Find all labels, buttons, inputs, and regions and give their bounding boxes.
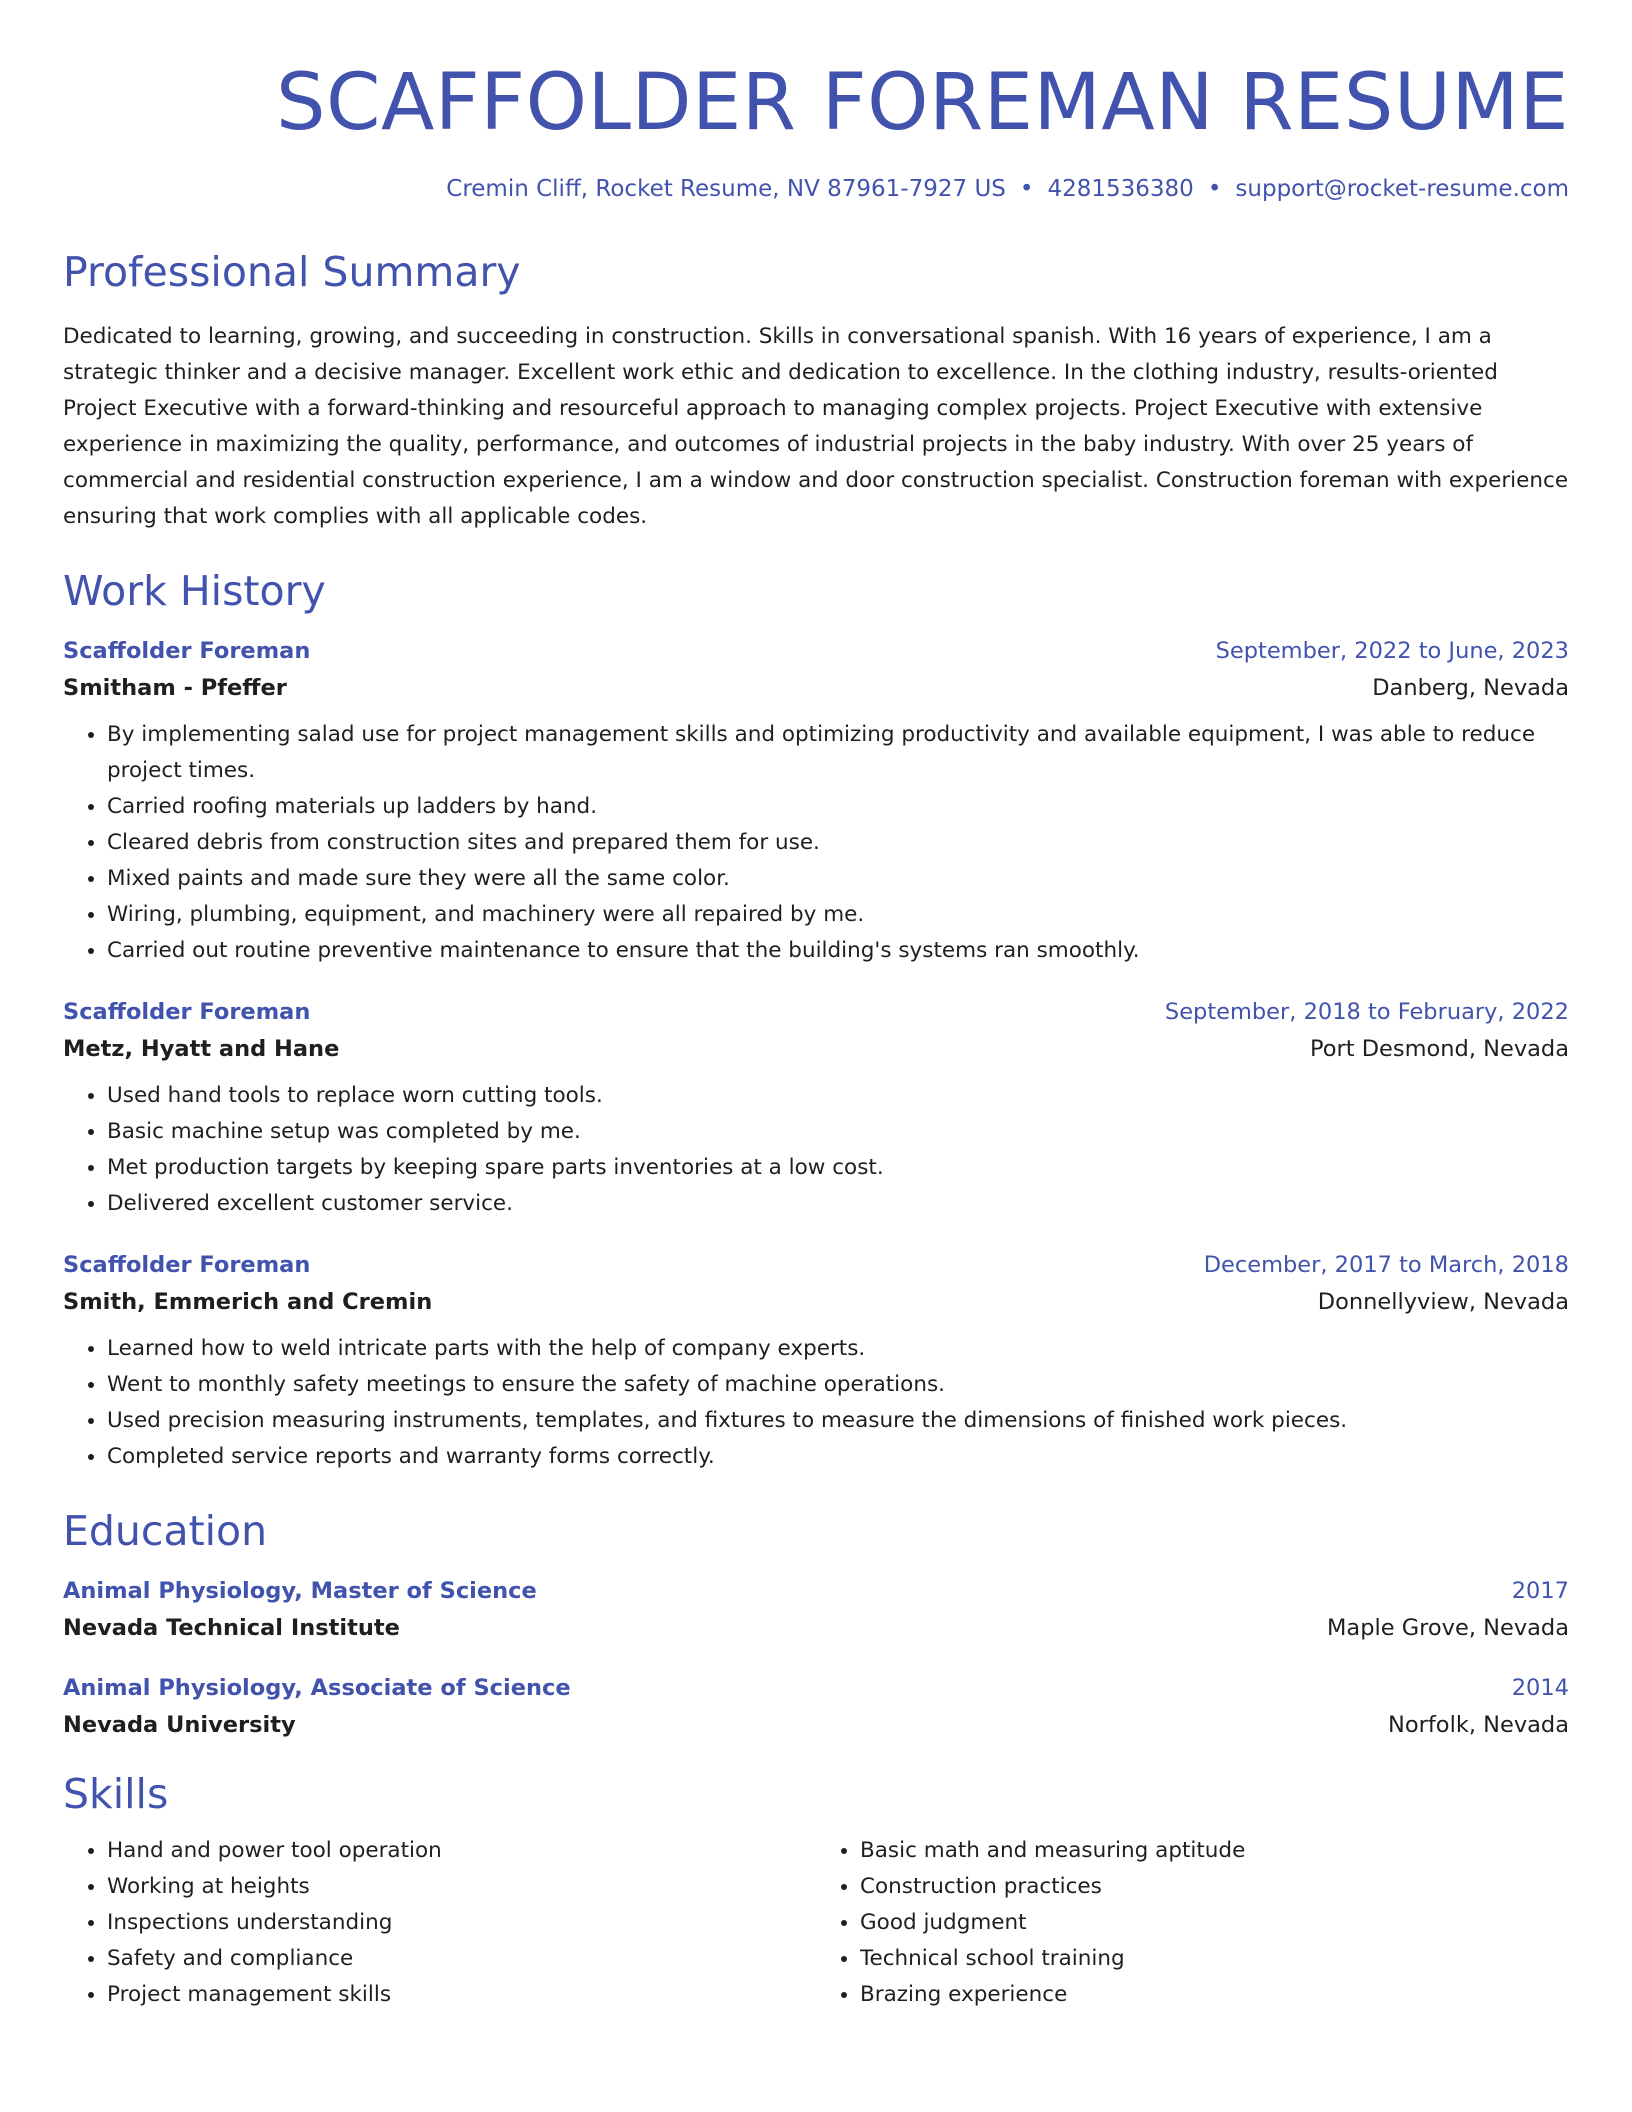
- skill-item: • Good judgment: [860, 1905, 1569, 1941]
- job-bullet: • Met production targets by keeping spare parts inventories at a low cost.: [107, 1150, 1569, 1186]
- job-bullet: • Completed service reports and warranty forms correctly.: [107, 1439, 1569, 1475]
- education-school: Nevada University: [63, 1712, 296, 1738]
- job-dates: September, 2022 to June, 2023: [1215, 638, 1569, 664]
- work-history-heading: Work History: [63, 567, 326, 615]
- education-year: 2014: [1511, 1675, 1569, 1701]
- skills-grid: [63, 1833, 1569, 2013]
- education-entry: [63, 1578, 1569, 1641]
- job-bullet: • Learned how to weld intricate parts with the help of company experts.: [107, 1331, 1569, 1367]
- job-location: Danberg, Nevada: [1372, 675, 1569, 701]
- job-bullets: [63, 1331, 1569, 1475]
- skill-item: • Safety and compliance: [107, 1941, 816, 1977]
- job-bullet: • Wiring, plumbing, equipment, and machinery were all repaired by me.: [107, 897, 1569, 933]
- job-bullet: • By implementing salad use for project management skills and optimizing productivity and available equipment, I was able to reduce project times.: [107, 717, 1569, 789]
- education-location: Norfolk, Nevada: [1388, 1712, 1569, 1738]
- job-bullet: • Mixed paints and made sure they were all the same color.: [107, 861, 1569, 897]
- job-dates: December, 2017 to March, 2018: [1203, 1252, 1569, 1278]
- job-bullet: • Used precision measuring instruments, templates, and fixtures to measure the dimensions of finished work pieces.: [107, 1403, 1569, 1439]
- job-role: Scaffolder Foreman: [63, 999, 311, 1025]
- skill-item: • Project management skills: [107, 1977, 816, 2013]
- job-bullet: • Carried out routine preventive maintenance to ensure that the building's systems ran smoothly.: [107, 933, 1569, 969]
- job-dates: September, 2018 to February, 2022: [1164, 999, 1569, 1025]
- contact-separator: •: [1019, 176, 1034, 202]
- skill-item: • Brazing experience: [860, 1977, 1569, 2013]
- education-school: Nevada Technical Institute: [63, 1615, 400, 1641]
- job-bullet: • Used hand tools to replace worn cutting tools.: [107, 1078, 1569, 1114]
- job-entry: [63, 638, 1569, 969]
- skills-list-left: [63, 1833, 816, 2013]
- summary-heading: Professional Summary: [63, 248, 521, 296]
- job-bullet: • Delivered excellent customer service.: [107, 1186, 1569, 1222]
- skills-list-right: [816, 1833, 1569, 2013]
- job-bullet: • Cleared debris from construction sites and prepared them for use.: [107, 825, 1569, 861]
- skill-item: • Inspections understanding: [107, 1905, 816, 1941]
- job-entry: [63, 1252, 1569, 1475]
- contact-address: Cremin Cliff, Rocket Resume, NV 87961-7927 US: [446, 176, 1006, 202]
- education-degree: Animal Physiology, Master of Science: [63, 1578, 537, 1604]
- job-bullet: • Basic machine setup was completed by me.: [107, 1114, 1569, 1150]
- skill-item: • Construction practices: [860, 1869, 1569, 1905]
- job-location: Donnellyview, Nevada: [1317, 1289, 1569, 1315]
- job-role: Scaffolder Foreman: [63, 1252, 311, 1278]
- education-entry: [63, 1675, 1569, 1738]
- job-company: Metz, Hyatt and Hane: [63, 1036, 340, 1062]
- job-location: Port Desmond, Nevada: [1309, 1036, 1569, 1062]
- education-location: Maple Grove, Nevada: [1327, 1615, 1569, 1641]
- skill-item: • Working at heights: [107, 1869, 816, 1905]
- resume-title: SCAFFOLDER FOREMAN RESUME: [276, 58, 1569, 148]
- job-entry: [63, 999, 1569, 1222]
- contact-separator: •: [1207, 176, 1222, 202]
- job-company: Smitham - Pfeffer: [63, 675, 287, 701]
- job-company: Smith, Emmerich and Cremin: [63, 1289, 433, 1315]
- education-year: 2017: [1511, 1578, 1569, 1604]
- education-degree: Animal Physiology, Associate of Science: [63, 1675, 571, 1701]
- job-role: Scaffolder Foreman: [63, 638, 311, 664]
- contact-phone[interactable]: 4281536380: [1047, 176, 1194, 202]
- skill-item: • Hand and power tool operation: [107, 1833, 816, 1869]
- job-bullet: • Carried roofing materials up ladders by hand.: [107, 789, 1569, 825]
- skill-item: • Basic math and measuring aptitude: [860, 1833, 1569, 1869]
- skills-heading: Skills: [63, 1770, 169, 1818]
- contact-email[interactable]: support@rocket-resume.com: [1235, 176, 1569, 202]
- education-heading: Education: [63, 1507, 268, 1555]
- job-bullets: [63, 717, 1569, 969]
- skill-item: • Technical school training: [860, 1941, 1569, 1977]
- summary-text: Dedicated to learning, growing, and succeeding in construction. Skills in conversational spanish. With 16 years of experience, I am a strategic thinker and a decisive manager. Excellent work ethic and dedication to excellence. In the clothing industry, results-oriented Project Executive with a forward-thinking and resourceful approach to managing complex projects. Project Executive with extensive experience in maximizing the quality, performance, and outcomes of industrial projects in the baby industry. With over 25 years of commercial and residential construction experience, I am a window and door construction specialist. Construction foreman with experience ensuring that work complies with all applicable codes.: [63, 324, 1569, 529]
- job-bullet: • Went to monthly safety meetings to ensure the safety of machine operations.: [107, 1367, 1569, 1403]
- job-bullets: [63, 1078, 1569, 1222]
- contact-line: [63, 176, 1569, 202]
